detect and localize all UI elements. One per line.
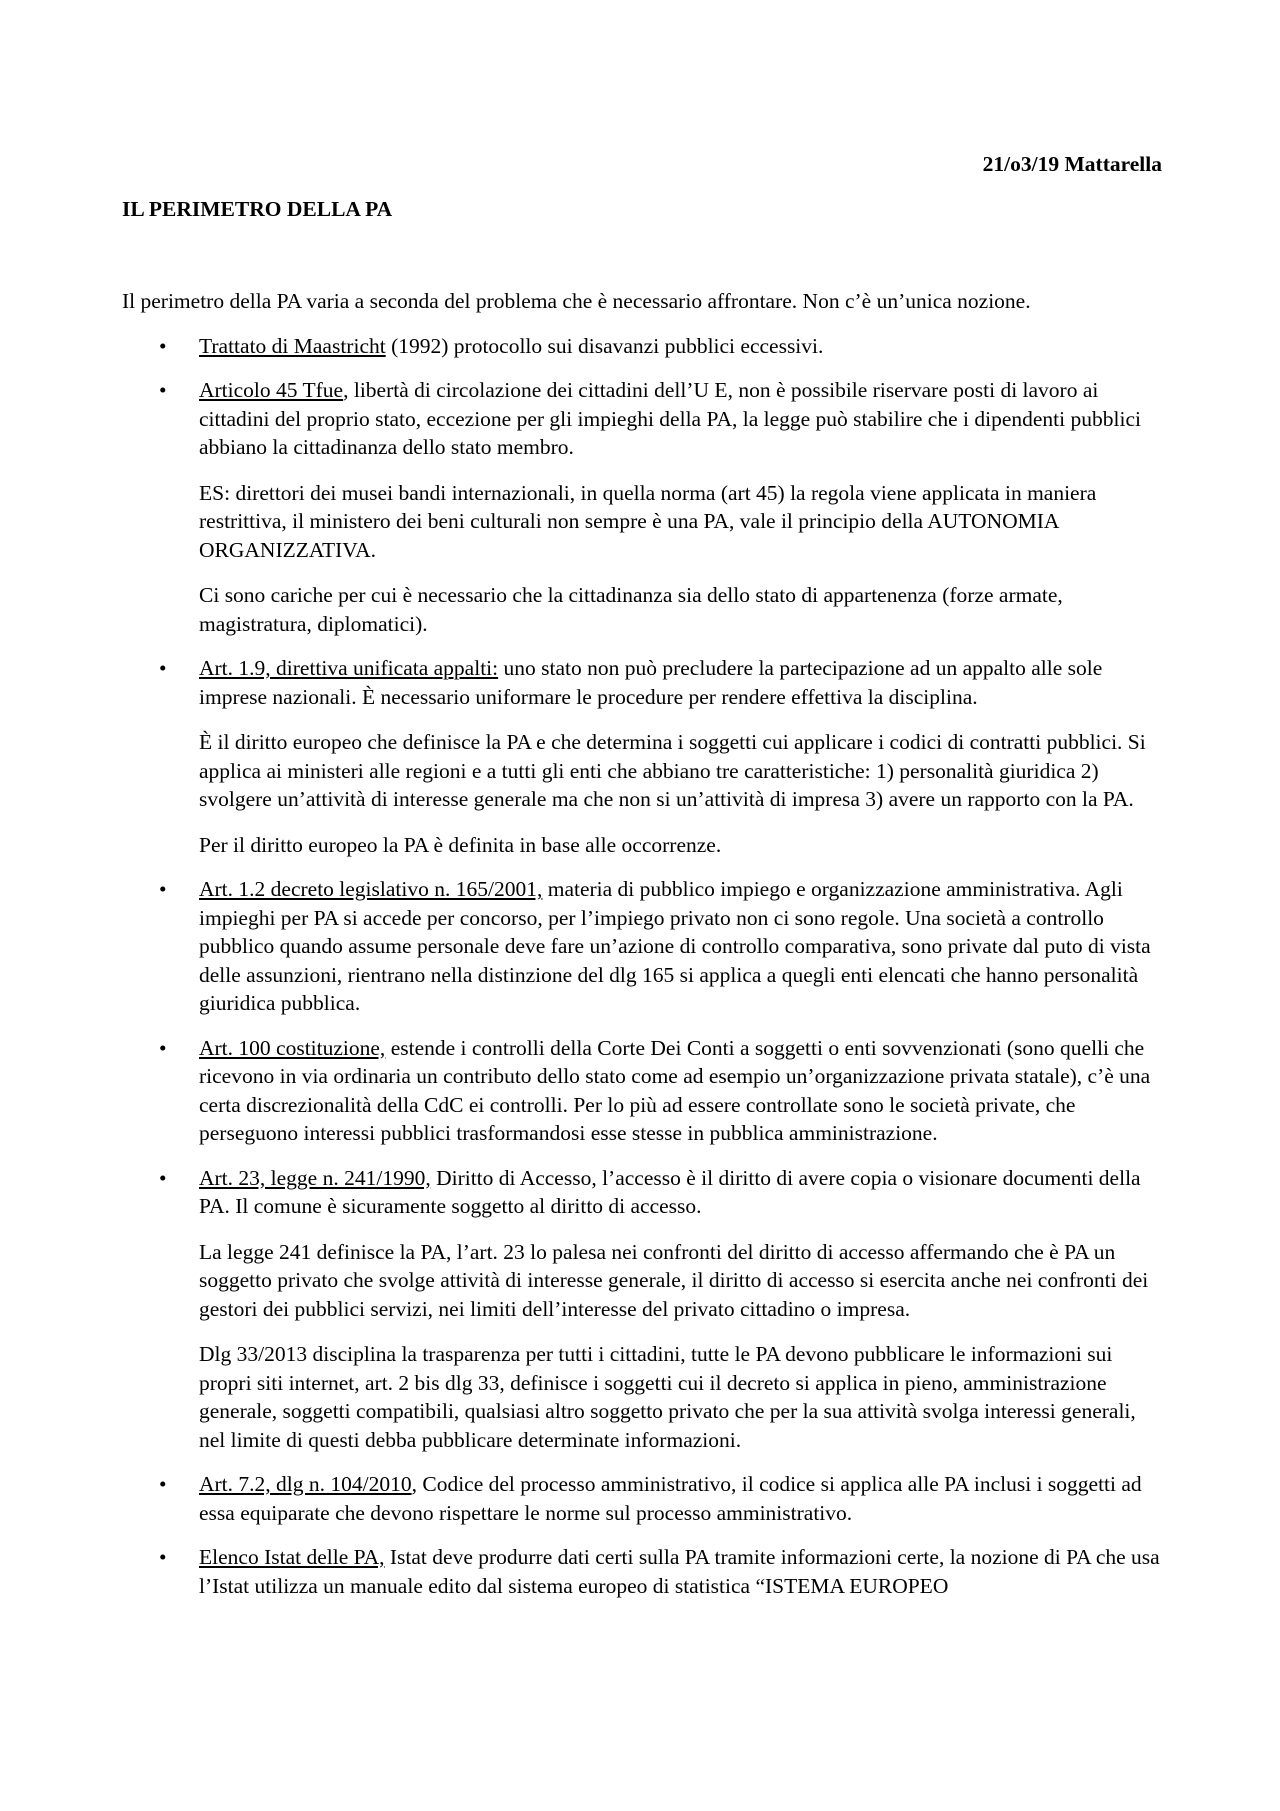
item-lead [199,875,1162,1018]
document-title: IL PERIMETRO DELLA PA [122,196,393,221]
list-item [122,1543,1162,1600]
item-paragraph: La legge 241 definisce la PA, l’art. 23 lo palesa nei confronti del diritto di accesso affermando che è PA un soggetto privato che svolge attività di interesse generale, il diritto di accesso si esercita anche nei confronti dei gestori dei pubblici servizi, nei limiti dell’interesse del privato cittadino o impresa. [199,1239,1149,1321]
item-paragraph: Dlg 33/2013 disciplina la trasparenza per tutti i cittadini, tutte le PA devono pubblicare le informazioni sui propri siti internet, art. 2 bis dlg 33, definisce i soggetti cui il decreto si applica in pieno, amministrazione generale, soggetti compatibili, qualsiasi altro soggetto privato che per la sua attività svolga interessi generali, nel limite di questi debba pubblicare determinate informazioni. [199,1342,1136,1452]
list-item [122,1034,1162,1148]
legal-reference: Elenco Istat delle PA, [199,1545,385,1569]
item-lead [199,1470,1162,1527]
legal-reference: Art. 23, legge n. 241/1990, [199,1165,431,1190]
list-item [122,1164,1162,1455]
bullet-icon: • [159,1545,167,1569]
bullet-icon: • [159,378,167,402]
list-item [122,654,1162,859]
document-page [122,150,1162,1616]
item-paragraph: ES: direttori dei musei bandi internazionali, in quella norma (art 45) la regola viene applicata in maniera restrittiva, il ministero dei beni culturali non sempre è una PA, vale il principio della AUTONOMIA ORGANIZZATIVA. [199,480,1097,562]
item-text: , libertà di circolazione dei cittadini dell’U E, non è possibile riservare posti di lavoro ai cittadini del proprio stato, eccezione per gli impieghi della PA, la legge può stabilire che i dipendenti pubblici abbiano la cittadinanza dello stato membro. [199,378,1141,459]
bullet-icon: • [159,877,167,901]
item-text: (1992) protocollo sui disavanzi pubblici eccessivi. [385,333,824,358]
bullet-icon: • [159,1472,167,1496]
bullet-list [122,332,1162,1601]
legal-reference: Art. 7.2, dlg n. 104/2010 [199,1472,412,1496]
item-text: Istat deve produrre dati certi sulla PA tramite informazioni certe, la nozione di PA che usa l’Istat utilizza un manuale edito dal sistema europeo di statistica “ISTEMA EUROPEO [199,1545,1160,1598]
item-lead [199,654,1162,711]
legal-reference: Art. 100 costituzione, [199,1035,386,1060]
bullet-icon: • [159,1035,167,1060]
date-author-line: 21/o3/19 Mattarella [982,152,1162,176]
item-text: materia di pubblico impiego e organizzazione amministrativa. Agli impieghi per PA si accede per concorso, per l’impiego privato non ci sono regole. Una società a controllo pubblico quando assume personale deve fare un’azione di controllo comparativa, sono private dal puto di vista delle assunzioni, rientrano nella distinzione del dlg 165 si applica a quegli enti elencati che hanno personalità giuridica pubblica. [199,877,1151,1015]
item-text: Diritto di Accesso, l’accesso è il diritto di avere copia o visionare documenti della PA. Il comune è sicuramente soggetto al diritto di accesso. [199,1165,1141,1218]
item-text: uno stato non può precludere la partecipazione ad un appalto alle sole imprese nazionali. È necessario uniformare le procedure per rendere effettiva la disciplina. [199,656,1103,709]
item-paragraph: Ci sono cariche per cui è necessario che la cittadinanza sia dello stato di appartenenza (forze armate, magistratura, diplomatici). [199,583,1063,636]
item-lead [199,376,1162,462]
intro-paragraph: Il perimetro della PA varia a seconda del problema che è necessario affrontare. Non c’è un’unica nozione. [122,289,1031,313]
list-item [122,1470,1162,1527]
list-item [122,875,1162,1018]
bullet-icon: • [159,656,167,680]
list-item [122,332,1162,361]
item-text: , Codice del processo amministrativo, il codice si applica alle PA inclusi i soggetti ad essa equiparate che devono rispettare le norme sul processo amministrativo. [199,1472,1142,1525]
legal-reference: Articolo 45 Tfue [199,378,344,402]
item-paragraph: Per il diritto europeo la PA è definita in base alle occorrenze. [199,832,722,857]
item-lead [199,1164,1162,1221]
legal-reference: Trattato di Maastricht [199,333,386,358]
bullet-icon: • [159,333,167,358]
item-paragraph: È il diritto europeo che definisce la PA e che determina i soggetti cui applicare i codici di contratti pubblici. Si applica ai ministeri alle regioni e a tutti gli enti che abbiano tre caratteristiche: 1) personalità giuridica 2) svolgere un’attività di interesse generale ma che non si un’attività di impresa 3) avere un rapporto con la PA. [199,730,1146,811]
bullet-icon: • [159,1165,167,1190]
item-text: estende i controlli della Corte Dei Conti a soggetti o enti sovvenzionati (sono quelli che ricevono in via ordinaria un contributo dello stato come ad esempio un’organizzazione privata statale), c’è una certa discrezionalità della CdC ei controlli. Per lo più ad essere controllate sono le società private, che perseguono interessi pubblici trasformandosi esse stesse in pubblica amministrazione. [199,1035,1151,1145]
list-item [122,376,1162,638]
legal-reference: Art. 1.9, direttiva unificata appalti: [199,656,499,680]
item-lead [199,1034,1162,1148]
item-lead [199,332,1162,361]
legal-reference: Art. 1.2 decreto legislativo n. 165/2001, [199,877,543,901]
item-lead [199,1543,1162,1600]
